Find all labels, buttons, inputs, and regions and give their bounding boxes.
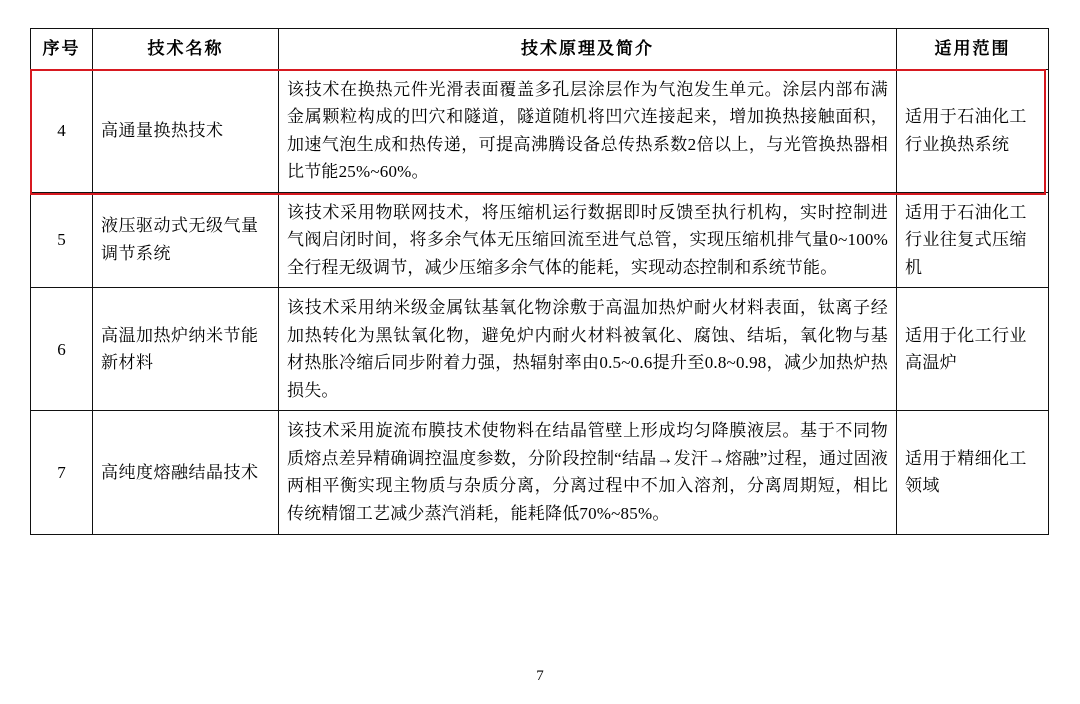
table-row <box>31 288 1049 411</box>
row-description: 该技术在换热元件光滑表面覆盖多孔层涂层作为气泡发生单元。涂层内部布满金属颗粒构成的凹穴和隧道，隧道随机将凹穴连接起来，增加换热接触面积，加速气泡生成和热传递，可提高沸腾设备总传热系数2倍以上，与光管换热器相比节能25%~60%。 <box>279 69 897 192</box>
column-header-description: 技术原理及简介 <box>279 29 897 70</box>
table-row <box>31 411 1049 534</box>
row-technology-name: 液压驱动式无级气量调节系统 <box>93 192 279 288</box>
row-index: 4 <box>31 69 93 192</box>
row-scope: 适用于石油化工行业往复式压缩机 <box>897 192 1049 288</box>
table-body <box>31 69 1049 534</box>
row-index: 5 <box>31 192 93 288</box>
column-header-index: 序号 <box>31 29 93 70</box>
table-row <box>31 69 1049 192</box>
table-header <box>31 29 1049 70</box>
table-header-row <box>31 29 1049 70</box>
row-scope: 适用于石油化工行业换热系统 <box>897 69 1049 192</box>
column-header-name: 技术名称 <box>93 29 279 70</box>
row-scope: 适用于精细化工领域 <box>897 411 1049 534</box>
page-number: 7 <box>536 668 544 684</box>
row-description: 该技术采用旋流布膜技术使物料在结晶管壁上形成均匀降膜液层。基于不同物质熔点差异精确调控温度参数，分阶段控制“结晶→发汗→熔融”过程，通过固液两相平衡实现主物质与杂质分离，分离过程中不加入溶剂，分离周期短，相比传统精馏工艺减少蒸汽消耗，能耗降低70%~85%。 <box>279 411 897 534</box>
table-row <box>31 192 1049 288</box>
row-index: 6 <box>31 288 93 411</box>
column-header-scope: 适用范围 <box>897 29 1049 70</box>
row-technology-name: 高温加热炉纳米节能新材料 <box>93 288 279 411</box>
row-description: 该技术采用物联网技术，将压缩机运行数据即时反馈至执行机构，实时控制进气阀启闭时间，将多余气体无压缩回流至进气总管，实现压缩机排气量0~100%全行程无级调节，减少压缩多余气体的能耗，实现动态控制和系统节能。 <box>279 192 897 288</box>
row-index: 7 <box>31 411 93 534</box>
row-description: 该技术采用纳米级金属钛基氧化物涂敷于高温加热炉耐火材料表面，钛离子经加热转化为黑钛氧化物，避免炉内耐火材料被氧化、腐蚀、结垢，氧化物与基材热胀冷缩后同步附着力强，热辐射率由0.5~0.6提升至0.8~0.98，减少加热炉热损失。 <box>279 288 897 411</box>
row-technology-name: 高纯度熔融结晶技术 <box>93 411 279 534</box>
row-technology-name: 高通量换热技术 <box>93 69 279 192</box>
row-scope: 适用于化工行业高温炉 <box>897 288 1049 411</box>
technology-table <box>30 28 1049 535</box>
